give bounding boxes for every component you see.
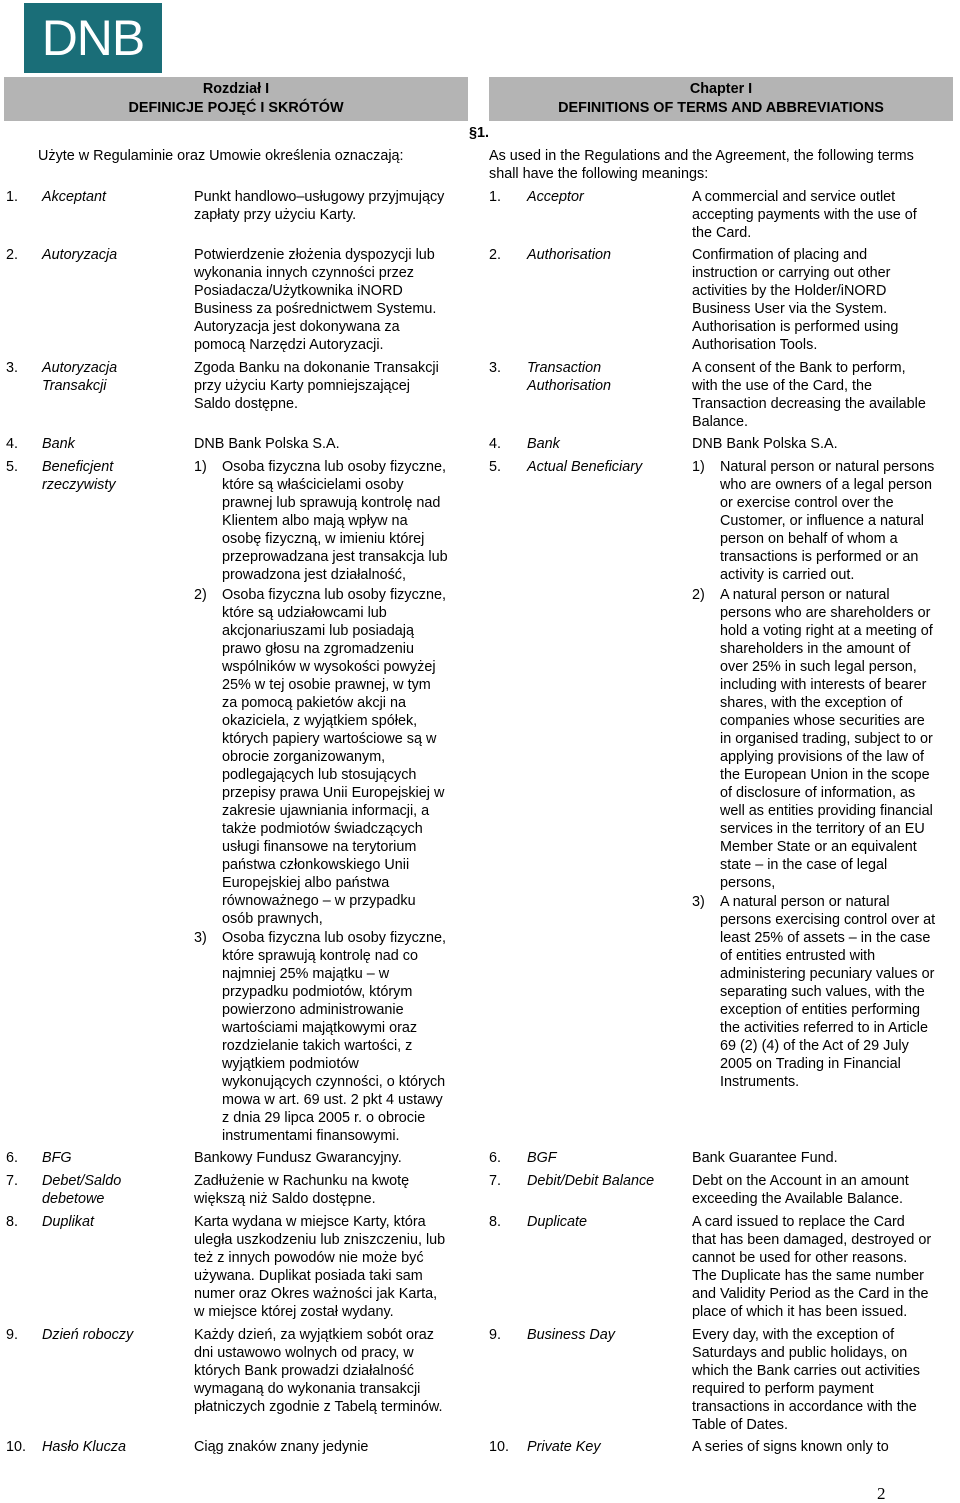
definition-line: activities by the Holder/iNORD [692,283,887,299]
definition-line: Debt on the Account in an amount [692,1173,909,1189]
definition-line: Autoryzacja jest dokonywana za [194,319,400,335]
subitem-line: Member State or an equivalent [720,839,917,855]
definition-line: pomocą Narzędzi Autoryzacji. [194,337,384,353]
subitem-line: who are owners of a legal person [720,477,932,493]
definition-number: 3. [489,360,502,376]
subitem-number: 1) [194,459,207,475]
subitem-line: persons exercising control over at [720,912,936,928]
term-line: Transaction [527,360,602,376]
subitem-line: the European Union in the scope [720,767,930,783]
definition-text [692,246,898,354]
subitem-line: podlegających lub stosujących [222,767,417,783]
subitem-line: osób prawnych, [222,911,323,927]
definition-term [42,359,117,395]
definition-number: 2. [6,247,19,263]
intro-text-polish: Użyte w Regulaminie oraz Umowie określenia oznaczają: [38,148,404,164]
definition-term [527,1149,557,1167]
definition-number: 4. [489,436,502,452]
subitem-number: 3) [194,930,207,946]
subitem-line: 25% w tej osobie prawnej, w tym [222,677,431,693]
definition-term [527,1438,601,1456]
definition-line: Punkt handlowo–usługowy przyjmujący [194,189,445,205]
chapter-title: DEFINICJE POJĘĆ I SKRÓTÓW [128,100,344,116]
chapter-header-english [489,77,953,121]
subitem-line: of disclosure of information, as [720,785,916,801]
term-line: Akceptant [42,189,106,205]
definition-line: Authorisation is performed using [692,319,899,335]
subitem-line: powierzono administrowanie [222,1002,404,1018]
definition-line: Saturdays and public holidays, on [692,1345,908,1361]
definition-term [527,246,611,264]
definition-term [42,1438,126,1456]
term-line: BGF [527,1150,557,1166]
term-line: Duplicate [527,1214,587,1230]
subitem-line: persons who are shareholders or [720,605,931,621]
definition-line: that has been damaged, destroyed or [692,1232,932,1248]
definition-line: numer oraz Okres ważności jak Karta, [194,1286,438,1302]
intro-text-english [489,147,914,183]
subitem-line: Europejskiej albo państwa [222,875,390,891]
paragraph-mark: §1. [469,125,490,141]
subitem-number: 1) [692,459,705,475]
subitem-text [720,458,934,584]
chapter-label: Rozdział I [202,81,270,97]
definition-term [42,458,116,494]
subitem-line: okaziciela, z wyjątkiem spółek, [222,713,418,729]
page-number: 2 [877,1484,886,1503]
definition-term [42,1326,133,1344]
definition-text [194,1326,443,1416]
definition-text [692,1438,889,1456]
subitem-text [222,458,448,584]
subitem-line: rozdzielanie takich wartości, z [222,1038,413,1054]
dnb-logo: DNB [24,3,162,73]
definition-line: Karta wydana w miejsce Karty, która [194,1214,426,1230]
definition-line: Zadłużenie w Rachunku na kwotę [194,1173,410,1189]
subitem-line: wartościami majątkowymi oraz [222,1020,418,1036]
definition-term [527,1213,587,1231]
subitem-line: companies whose securities are [720,713,925,729]
definition-line: exceeding the Available Balance. [692,1191,903,1207]
subitem-line: or exercise control over the [720,495,894,511]
definition-number: 1. [489,189,502,205]
definition-line: A commercial and service outlet [692,189,896,205]
subitem-line: shares, with the exception of [720,695,903,711]
subitem-line: prowadzona jest działalność, [222,567,406,583]
definition-term [42,188,106,206]
subitem-text [222,929,446,1145]
definition-term [42,1213,94,1231]
definition-term [42,435,75,453]
subitem-line: które sprawują kontrolę nad co [222,948,418,964]
definition-line: Business User via the System. [692,301,888,317]
subitem-line: które są właścicielami osoby [222,477,404,493]
subitem-text [720,893,935,1091]
subitem-line: najmniej 25% majątku – w [222,966,390,982]
definition-text [692,1213,931,1321]
definition-line: Każdy dzień, za wyjątkiem sobót oraz [194,1327,434,1343]
definition-line: wymaganą do wykonania transakcji [194,1381,421,1397]
subitem-line: A natural person or natural [720,894,890,910]
definition-line: Table of Dates. [692,1417,788,1433]
definition-number: 5. [489,459,502,475]
subitem-line: activity is carried out. [720,567,855,583]
term-line: Autoryzacja [42,247,118,263]
term-line: Hasło Klucza [42,1439,126,1455]
definition-text [194,435,340,453]
definition-term [527,458,642,476]
subitem-line: osobę fizyczną, w imieniu której [222,531,425,547]
subitem-line: Instruments. [720,1074,800,1090]
definition-line: required to perform payment [692,1381,874,1397]
definition-number: 4. [6,436,19,452]
definition-term [527,1326,615,1344]
subitem-line: przepisy prawa Unii Europejskiej w [222,785,445,801]
subitem-line: hold a voting right at a meeting of [720,623,933,639]
subitem-line: well as entities providing financial [720,803,933,819]
definition-line: Potwierdzenie złożenia dyspozycji lub [194,247,435,263]
subitem-line: exception of entities performing [720,1002,920,1018]
term-line: Actual Beneficiary [527,459,643,475]
term-line: rzeczywisty [42,477,116,493]
subitem-line: których papiery wartościowe są w [222,731,437,747]
definition-line: DNB Bank Polska S.A. [692,436,838,452]
subitem-line: applying provisions of the law of [720,749,924,765]
subitem-line: A natural person or natural [720,587,890,603]
subitem-line: wykonujących czynności, o których [222,1074,446,1090]
definition-line: Posiadacza/Użytkownika iNORD [194,283,403,299]
term-line: Acceptor [527,189,584,205]
definition-line: accepting payments with the use of [692,207,917,223]
subitem-line: shareholders in the amount of [720,641,911,657]
term-line: Business Day [527,1327,615,1343]
definition-text [194,188,444,224]
definition-text [194,1438,368,1456]
definition-text [692,1172,909,1208]
definition-text [194,1149,402,1167]
definition-term [527,1172,654,1190]
definition-line: dni ustawowo wolnych od pracy, w [194,1345,414,1361]
subitem-line: przypadku podmiotów, którym [222,984,413,1000]
subitem-line: mowa w art. 69 ust. 2 pkt 4 ustawy [222,1092,443,1108]
definition-line: większą niż Saldo dostępne. [194,1191,376,1207]
intro-line: shall have the following meanings: [489,166,709,182]
definition-line: też z innych powodów nie może być [194,1250,424,1266]
definition-text [692,1149,838,1167]
subitem-line: Osoba fizyczna lub osoby fizyczne, [222,587,446,603]
definition-line: Saldo dostępne. [194,396,299,412]
definition-number: 2. [489,247,502,263]
subitem-line: które są udziałowcami lub [222,605,387,621]
definition-term [42,1149,72,1167]
subitem-line: least 25% of assets – in the case [720,930,931,946]
subitem-line: separating such values, with the [720,984,925,1000]
definition-line: przy użyciu Karty pomniejszającej [194,378,410,394]
subitem-line: akcjonariuszami lub posiadają [222,623,414,639]
subitem-line: usługi finansowe na terytorium [222,839,417,855]
definition-line: cannot be used for other reasons. [692,1250,908,1266]
definition-line: płatniczych zgodnie z Tabelą terminów. [194,1399,443,1415]
subitem-line: Klientem albo mają wpływ na [222,513,408,529]
term-line: Transakcji [42,378,107,394]
definition-line: w miejsce której został wydany. [194,1304,394,1320]
definition-number: 7. [489,1173,502,1189]
definition-number: 9. [6,1327,19,1343]
subitem-line: persons, [720,875,776,891]
term-line: Beneficjent [42,459,114,475]
definition-line: and Validity Period as the Card in the [692,1286,929,1302]
subitem-number: 3) [692,894,705,910]
term-line: Autoryzacja [42,360,118,376]
definition-text [692,359,926,431]
definition-line: Confirmation of placing and [692,247,868,263]
definition-text [692,188,917,242]
definition-line: place of which it has been issued. [692,1304,908,1320]
definition-term [527,435,560,453]
subitem-line: z dnia 29 lipca 2005 r. o obrocie [222,1110,426,1126]
definition-line: Zgoda Banku na dokonanie Transakcji [194,360,439,376]
definition-line: Bankowy Fundusz Gwarancyjny. [194,1150,402,1166]
definition-number: 10. [6,1439,27,1455]
definition-line: DNB Bank Polska S.A. [194,436,340,452]
subitem-line: of entities entrusted with [720,948,876,964]
definition-number: 9. [489,1327,502,1343]
definition-line: Business za pośrednictwem Systemu. [194,301,437,317]
definition-line: A series of signs known only to [692,1439,889,1455]
subitem-line: Osoba fizyczna lub osoby fizyczne, [222,459,446,475]
definition-line: A card issued to replace the Card [692,1214,905,1230]
subitem-line: state – in the case of legal [720,857,888,873]
term-line: Authorisation [527,378,611,394]
subitem-line: równoważnego – w przypadku [222,893,416,909]
subitem-line: 69 (2) (4) of the Act of 29 July [720,1038,909,1054]
subitem-line: person on behalf of whom a [720,531,898,547]
subitem-line: over 25% in such legal person, [720,659,917,675]
subitem-line: Osoba fizyczna lub osoby fizyczne, [222,930,446,946]
subitem-line: including with interests of bearer [720,677,927,693]
definition-line: transactions in accordance with the [692,1399,917,1415]
subitem-line: prawnej lub sprawują kontrolę nad [222,495,441,511]
subitem-line: wyjątkiem podmiotów [222,1056,359,1072]
definition-term [42,1172,121,1208]
intro-line: As used in the Regulations and the Agreement, the following terms [489,148,914,164]
definition-text [194,359,439,413]
definition-line: instruction or carrying out other [692,265,891,281]
subitem-line: Customer, or influence a natural [720,513,924,529]
definition-line: with the use of the Card, the [692,378,872,394]
subitem-line: administering pecuniary values or [720,966,935,982]
subitem-line: transactions is performed or an [720,549,919,565]
subitem-line: obrocie zorganizowanym, [222,749,386,765]
definition-number: 8. [489,1214,502,1230]
term-line: Bank [527,436,560,452]
definition-number: 3. [6,360,19,376]
definition-line: Balance. [692,414,749,430]
definition-text [692,435,838,453]
definition-line: zapłaty przy użyciu Karty. [194,207,357,223]
definition-line: Ciąg znaków znany jedynie [194,1439,369,1455]
subitem-line: wspólników w wysokości powyżej [222,659,436,675]
chapter-header-polish [4,77,468,121]
definition-text [194,1172,409,1208]
subitem-line: za pomocą pakietów akcji na [222,695,406,711]
definition-line: uległa uszkodzeniu lub zniszczeniu, lub [194,1232,446,1248]
term-line: Debet/Saldo [42,1173,122,1189]
definition-line: Bank Guarantee Fund. [692,1150,838,1166]
subitem-line: przeprowadzana jest transakcja lub [222,549,448,565]
subitem-number: 2) [194,587,207,603]
definition-line: The Duplicate has the same number [692,1268,924,1284]
subitem-line: państwa członkowskiego Unii [222,857,410,873]
term-line: Duplikat [42,1214,94,1230]
subitem-line: instrumentami finansowymi. [222,1128,400,1144]
subitem-line: Natural person or natural persons [720,459,935,475]
chapter-label: Chapter I [689,81,753,97]
definition-number: 7. [6,1173,19,1189]
definition-number: 1. [6,189,19,205]
subitem-text [222,586,446,928]
subitem-line: services in the territory of an EU [720,821,925,837]
term-line: Private Key [527,1439,601,1455]
definition-line: the Card. [692,225,752,241]
subitem-line: 2005 on Trading in Financial [720,1056,901,1072]
definition-text [194,246,436,354]
definition-line: which the Bank carries out activities [692,1363,920,1379]
subitem-line: prawo głosu na zgromadzeniu [222,641,414,657]
definition-line: używana. Duplikat posiada taki sam [194,1268,423,1284]
term-line: Debit/Debit Balance [527,1173,655,1189]
definition-line: Transaction decreasing the available [692,396,926,412]
definition-text [194,1213,445,1321]
definition-line: Every day, with the exception of [692,1327,895,1343]
chapter-title: DEFINITIONS OF TERMS AND ABBREVIATIONS [558,100,884,116]
subitem-text [720,586,933,892]
definition-line: Authorisation Tools. [692,337,818,353]
definition-line: A consent of the Bank to perform, [692,360,906,376]
term-line: Bank [42,436,75,452]
term-line: BFG [42,1150,72,1166]
definition-number: 5. [6,459,19,475]
definition-number: 6. [6,1150,19,1166]
definition-text [692,1326,920,1434]
subitem-line: zakresie ujawniania informacji, a [222,803,430,819]
definition-number: 6. [489,1150,502,1166]
subitem-line: the activities referred to in Article [720,1020,928,1036]
definition-number: 10. [489,1439,510,1455]
term-line: Dzień roboczy [42,1327,134,1343]
definition-term [527,359,611,395]
definition-line: których Bank prowadzi działalność [194,1363,414,1379]
subitem-number: 2) [692,587,705,603]
definition-term [527,188,584,206]
subitem-line: także podmiotów świadczących [222,821,423,837]
subitem-line: in organised trading, subject to or [720,731,933,747]
term-line: Authorisation [527,247,611,263]
definition-term [42,246,117,264]
definition-number: 8. [6,1214,19,1230]
term-line: debetowe [42,1191,105,1207]
definition-line: wykonania innych czynności przez [194,265,414,281]
